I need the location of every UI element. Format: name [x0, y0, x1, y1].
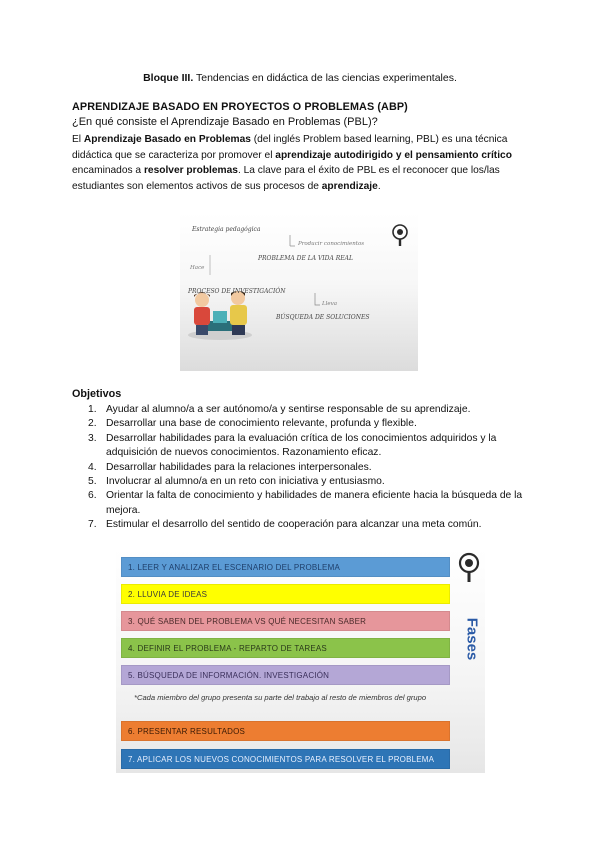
phase-bar: 5. BÚSQUEDA DE INFORMACIÓN. INVESTIGACIÓN — [121, 665, 450, 685]
objective-item — [88, 518, 528, 532]
students-illustration — [188, 291, 252, 340]
objective-number: 5. — [88, 476, 97, 488]
objective-item — [88, 432, 528, 461]
block-subject: Tendencias en didáctica de las ciencias experimentales. — [193, 72, 457, 84]
intro-text: El — [72, 134, 84, 145]
intro-text: . — [377, 180, 381, 192]
strategy-label: Estrategia pedagógica — [192, 226, 261, 233]
intro-emphasis: aprendizaje autodirigido y el pensamiento crítico — [275, 149, 512, 161]
objective-item — [88, 461, 528, 475]
phase-bar: 3. QUÉ SABEN DEL PROBLEMA VS QUÉ NECESITAN SABER — [121, 611, 450, 631]
real-problem-label: PROBLEMA DE LA VIDA REAL — [258, 255, 353, 262]
page-header — [0, 72, 600, 84]
objective-number: 6. — [88, 490, 97, 502]
phase-bar: 2. LLUVIA DE IDEAS — [121, 584, 450, 604]
intro-paragraph — [72, 132, 532, 194]
objective-text: Desarrollar habilidades para la relaciones interpersonales. — [106, 461, 372, 473]
objective-number: 1. — [88, 404, 97, 415]
objective-number: 3. — [88, 432, 97, 444]
pbl-diagram-image — [180, 213, 418, 371]
objective-number: 7. — [88, 519, 97, 531]
objective-item — [88, 403, 528, 417]
objective-text: Desarrollar habilidades para la evaluación crítica de los conocimientos adquiridos y la adquisición de nuevos conocimientos. Razonamiento eficaz. — [106, 432, 497, 459]
phase-bar: 6. PRESENTAR RESULTADOS — [121, 721, 450, 741]
objective-text: Involucrar al alumno/a en un reto con iniciativa y entusiasmo. — [106, 476, 385, 488]
objective-number: 2. — [88, 418, 97, 430]
objective-item — [88, 489, 528, 518]
objectives-title: Objetivos — [72, 388, 122, 400]
knowledge-note: Producir conocimientos — [298, 241, 365, 247]
intro-text: encaminados a — [72, 165, 144, 177]
phase-bar: 1. LEER Y ANALIZAR EL ESCENARIO DEL PROBLEMA — [121, 557, 450, 577]
phase-note: *Cada miembro del grupo presenta su parte del trabajo al resto de miembros del grupo — [134, 693, 427, 702]
phase-bar: 4. DEFINIR EL PROBLEMA - REPARTO DE TAREAS — [121, 638, 450, 658]
magnifier-icon — [393, 225, 407, 246]
intro-text: . La clave para el éxito de PBL es el reconocer que los/las estudiantes son elementos activos de sus procesos de — [72, 165, 500, 192]
left-small-note: Hace — [190, 265, 205, 271]
research-label: PROCESO DE INVESTIGACIÓN — [188, 288, 286, 295]
objective-item — [88, 417, 528, 431]
phases-image — [116, 549, 485, 773]
solutions-label: BÚSQUEDA DE SOLUCIONES — [276, 314, 370, 321]
objective-text: Ayudar al alumno/a a ser autónomo/a y sentirse responsable de su aprendizaje. — [106, 404, 471, 415]
objective-text: Orientar la falta de conocimiento y habilidades de manera eficiente hacia la búsqueda de la mejora. — [106, 490, 523, 516]
intro-emphasis: resolver problemas — [143, 165, 238, 177]
phase-bar: 7. APLICAR LOS NUEVOS CONOCIMIENTOS PARA RESOLVER EL PROBLEMA — [121, 749, 450, 769]
intro-emphasis: aprendizaje — [321, 180, 378, 192]
section-question: ¿En qué consiste el Aprendizaje Basado en Problemas (PBL)? — [72, 116, 378, 128]
block-label: Bloque III. — [143, 72, 194, 84]
objectives-list — [88, 403, 528, 533]
objective-text: Desarrollar una base de conocimiento relevante, profunda y flexible. — [106, 418, 417, 430]
objective-text: Estimular el desarrollo del sentido de cooperación para alcanzar una meta común. — [106, 519, 482, 531]
intro-emphasis: Aprendizaje Basado en Problemas — [83, 134, 251, 145]
section-title: APRENDIZAJE BASADO EN PROYECTOS O PROBLEMAS (ABP) — [72, 101, 408, 113]
phases-side-label: Fases — [463, 617, 481, 661]
intro-text: (del inglés Problem based learning, PBL) es una técnica didáctica que se caracteriza por promover el — [72, 134, 508, 161]
magnifier-icon — [457, 551, 481, 585]
right-small-note: Lleva — [322, 301, 338, 307]
objective-item — [88, 475, 528, 489]
objective-number: 4. — [88, 461, 97, 473]
